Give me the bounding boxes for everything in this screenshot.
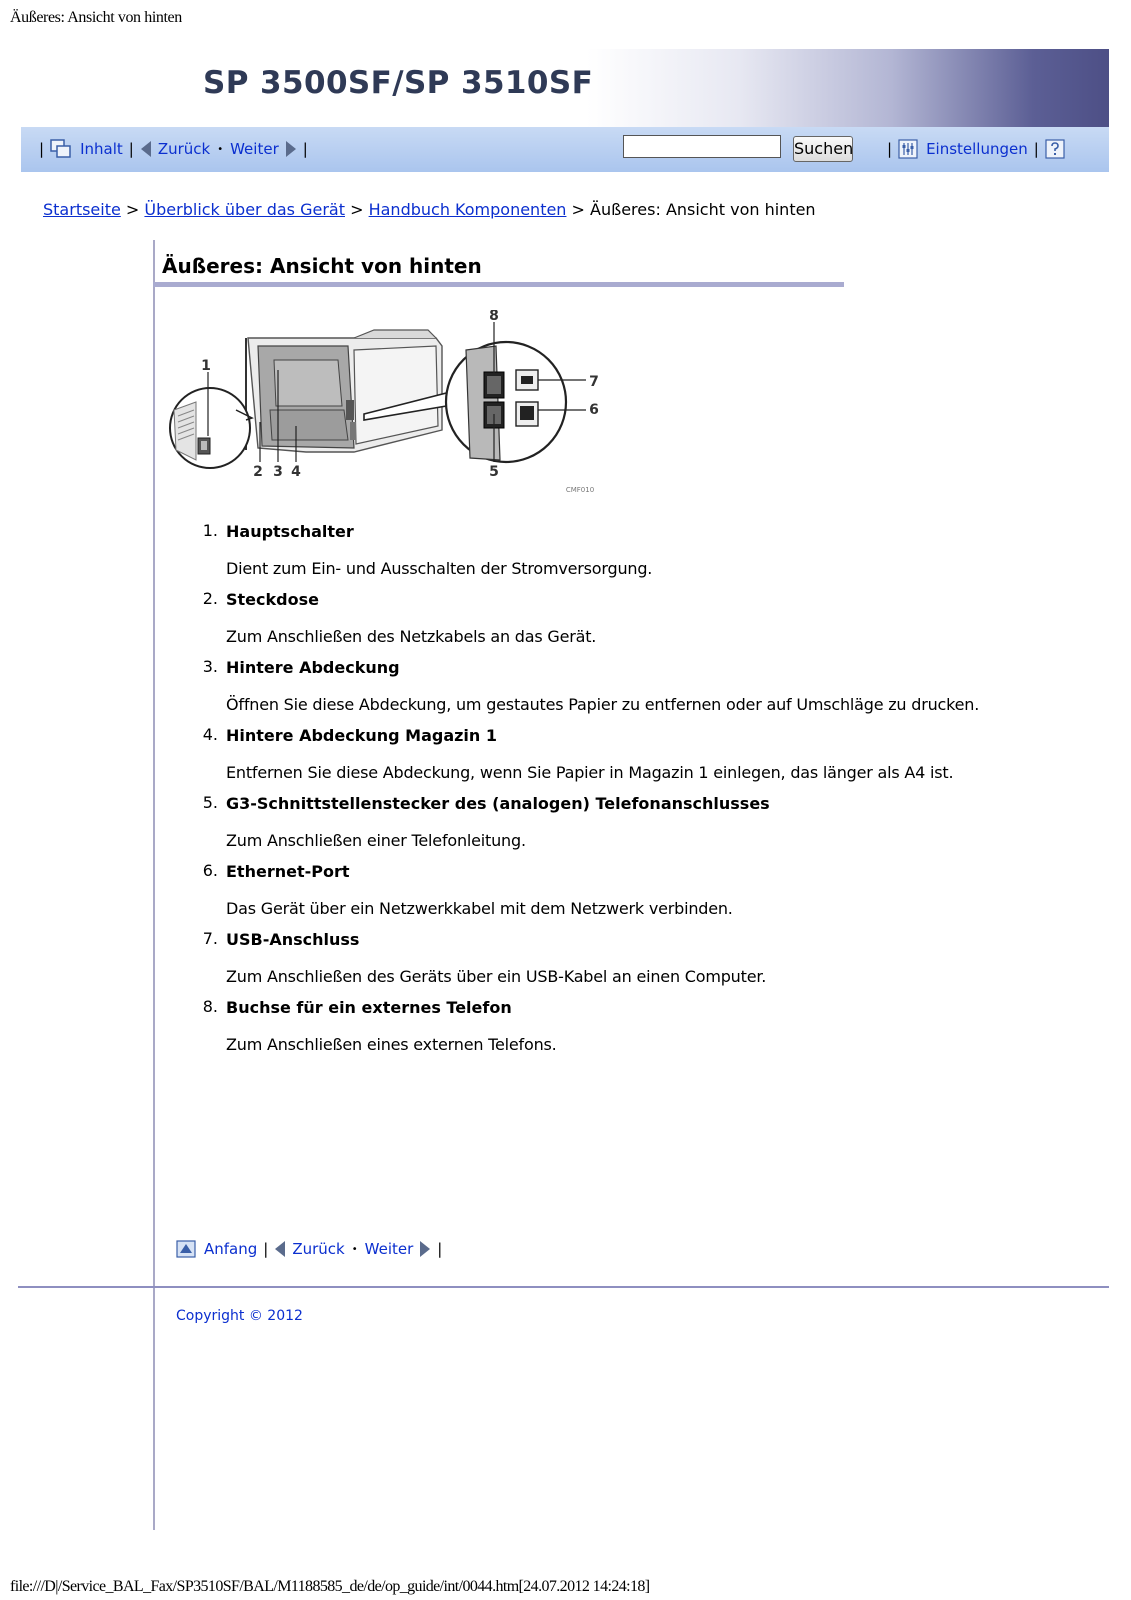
banner — [21, 49, 1109, 127]
footer-divider — [18, 1286, 1109, 1288]
callout-5: 5 — [489, 464, 499, 480]
breadcrumb-separator: > — [125, 200, 140, 219]
list-item — [190, 725, 979, 784]
breadcrumb-current: Äußeres: Ansicht von hinten — [590, 200, 816, 219]
top-arrow-icon[interactable] — [176, 1240, 196, 1258]
printer-rear-view-figure — [166, 310, 626, 510]
list-item — [190, 929, 979, 988]
list-item — [190, 861, 979, 920]
item-title: Hauptschalter — [226, 522, 354, 541]
back-arrow-icon[interactable] — [274, 1240, 286, 1258]
settings-group: | Einstellungen | — [887, 139, 1065, 159]
list-item — [190, 521, 979, 580]
contents-link[interactable]: Inhalt — [80, 140, 123, 158]
item-title: Ethernet-Port — [226, 862, 350, 881]
item-title: Steckdose — [226, 590, 319, 609]
breadcrumb-manual-link[interactable]: Handbuch Komponenten — [368, 200, 567, 219]
bottom-back-link[interactable]: Zurück — [292, 1240, 345, 1258]
print-header: Äußeres: Ansicht von hinten — [10, 9, 182, 26]
nav-links: | Inhalt | Zurück • Weiter | — [39, 140, 308, 158]
nav-dot: • — [217, 143, 224, 155]
item-description: Öffnen Sie diese Abdeckung, um gestautes Papier zu entfernen oder auf Umschläge zu drucken. — [226, 695, 980, 714]
top-link[interactable]: Anfang — [204, 1240, 258, 1258]
item-title: Hintere Abdeckung Magazin 1 — [226, 726, 498, 745]
navbar — [21, 127, 1109, 172]
search-input[interactable] — [623, 135, 781, 158]
nav-dot: • — [351, 1243, 358, 1255]
list-item — [190, 793, 979, 852]
back-arrow-icon[interactable] — [140, 140, 152, 158]
breadcrumb-separator: > — [571, 200, 585, 219]
callout-4: 4 — [291, 464, 301, 480]
item-number: 1. — [202, 521, 218, 540]
item-title: Buchse für ein externes Telefon — [226, 998, 512, 1017]
list-item — [190, 997, 979, 1056]
item-description: Zum Anschließen des Geräts über ein USB-Kabel an einen Computer. — [226, 967, 767, 986]
settings-link[interactable]: Einstellungen — [926, 140, 1028, 158]
item-number: 8. — [202, 997, 218, 1016]
callout-3: 3 — [273, 464, 283, 480]
contents-icon[interactable] — [50, 139, 72, 159]
page-title: Äußeres: Ansicht von hinten — [162, 254, 482, 278]
next-arrow-icon[interactable] — [285, 140, 297, 158]
callout-7: 7 — [589, 374, 599, 390]
back-link[interactable]: Zurück — [157, 140, 211, 158]
item-description: Entfernen Sie diese Abdeckung, wenn Sie Papier in Magazin 1 einlegen, das länger als A4 ist. — [226, 763, 954, 782]
figure-code: CMF010 — [565, 486, 595, 494]
item-description: Zum Anschließen des Netzkabels an das Gerät. — [226, 627, 597, 646]
title-underline — [153, 282, 844, 287]
bottom-nav: Anfang | Zurück • Weiter | — [176, 1240, 448, 1258]
item-number: 7. — [202, 929, 218, 948]
breadcrumb — [43, 200, 816, 219]
item-title: Hintere Abdeckung — [226, 658, 400, 677]
callout-1: 1 — [201, 358, 211, 374]
item-number: 5. — [202, 793, 218, 812]
help-icon[interactable] — [1045, 139, 1065, 159]
bottom-next-link[interactable]: Weiter — [364, 1240, 414, 1258]
callout-6: 6 — [589, 402, 599, 418]
breadcrumb-separator: > — [350, 200, 364, 219]
item-description: Das Gerät über ein Netzwerkkabel mit dem Netzwerk verbinden. — [226, 899, 733, 918]
next-link[interactable]: Weiter — [230, 140, 279, 158]
copyright: Copyright © 2012 — [176, 1308, 303, 1324]
settings-icon[interactable] — [898, 139, 918, 159]
breadcrumb-overview-link[interactable]: Überblick über das Gerät — [144, 200, 345, 219]
search-button[interactable]: Suchen — [793, 136, 853, 162]
next-arrow-icon[interactable] — [419, 1240, 431, 1258]
item-description: Zum Anschließen einer Telefonleitung. — [226, 831, 526, 850]
callout-8: 8 — [489, 310, 499, 324]
item-description: Zum Anschließen eines externen Telefons. — [226, 1035, 557, 1054]
item-title: USB-Anschluss — [226, 930, 360, 949]
product-title: SP 3500SF/SP 3510SF — [203, 65, 594, 101]
item-number: 6. — [202, 861, 218, 880]
item-number: 3. — [202, 657, 218, 676]
list-item — [190, 589, 979, 648]
content-left-border — [153, 240, 155, 1530]
component-list — [190, 521, 979, 1065]
breadcrumb-home-link[interactable]: Startseite — [43, 200, 121, 219]
item-number: 2. — [202, 589, 218, 608]
item-description: Dient zum Ein- und Ausschalten der Stromversorgung. — [226, 559, 653, 578]
item-title: G3-Schnittstellenstecker des (analogen) Telefonanschlusses — [226, 794, 770, 813]
print-footer: file:///D|/Service_BAL_Fax/SP3510SF/BAL/M1188585_de/de/op_guide/int/0044.htm[24.07.2012 14:24:18] — [10, 1578, 650, 1595]
item-number: 4. — [202, 725, 218, 744]
callout-2: 2 — [253, 464, 263, 480]
list-item — [190, 657, 979, 716]
